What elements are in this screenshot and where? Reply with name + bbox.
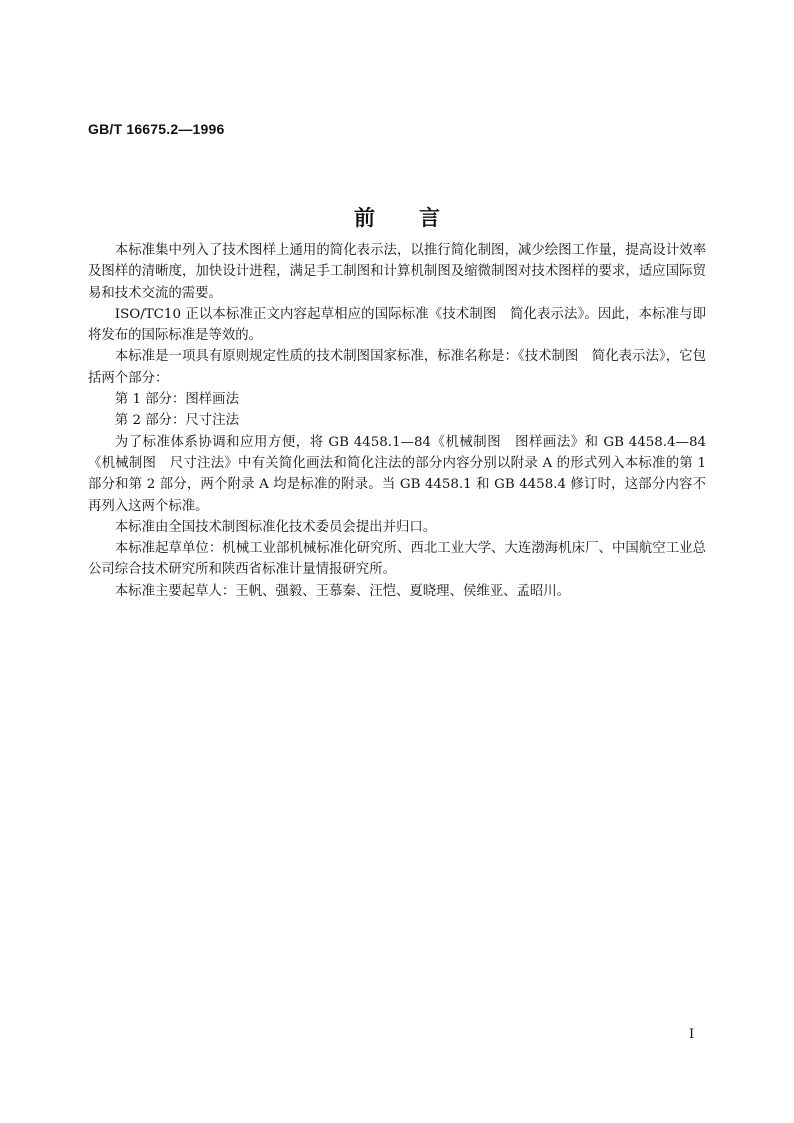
paragraph-iso-equivalence: ISO/TC10 正以本标准正文内容起草相应的国际标准《技术制图 简化表示法》。因此，本标准与即将发布的国际标准是等效的。 [88,306,706,344]
page-number: I [689,1027,695,1042]
paragraph-drafters: 本标准主要起草人：王帆、强毅、王慕秦、汪恺、夏晓理、侯维亚、孟昭川。 [114,583,571,599]
paragraph-annex-note: 为了标准体系协调和应用方便，将 GB 4458.1—84《机械制图 图样画法》和 GB 4458.4—84《机械制图 尺寸注法》中有关简化画法和简化注法的部分内容分别以附录 A 的形式列入本标准的第 1 部分和第 2 部分，两个附录 A 均是标准的附录。当 GB 4458.1 和 GB 4458.4 修订时，这部分内容不再列入这两个标准。 [88,434,706,514]
paragraph-proposer: 本标准由全国技术制图标准化技术委员会提出并归口。 [114,519,437,535]
foreword-body [88,240,706,602]
page-title: 前言 [354,206,484,230]
paragraph-purpose: 本标准集中列入了技术图样上通用的简化表示法，以推行简化制图，减少绘图工作量，提高设计效率及图样的清晰度，加快设计进程，满足手工制图和计算机制图及缩微制图对技术图样的要求，适应国际贸易和技术交流的需要。 [88,243,706,301]
paragraph-part-1: 第 1 部分：图样画法 [114,392,239,408]
standard-code: GB/T 16675.2—1996 [88,121,225,137]
paragraph-part-2: 第 2 部分：尺寸注法 [114,413,239,429]
paragraph-drafting-units: 本标准起草单位：机械工业部机械标准化研究所、西北工业大学、大连渤海机床厂、中国航空工业总公司综合技术研究所和陕西省标准计量情报研究所。 [88,541,706,578]
paragraph-standard-name: 本标准是一项具有原则规定性质的技术制图国家标准，标准名称是：《技术制图 简化表示法》，它包括两个部分： [88,349,706,386]
